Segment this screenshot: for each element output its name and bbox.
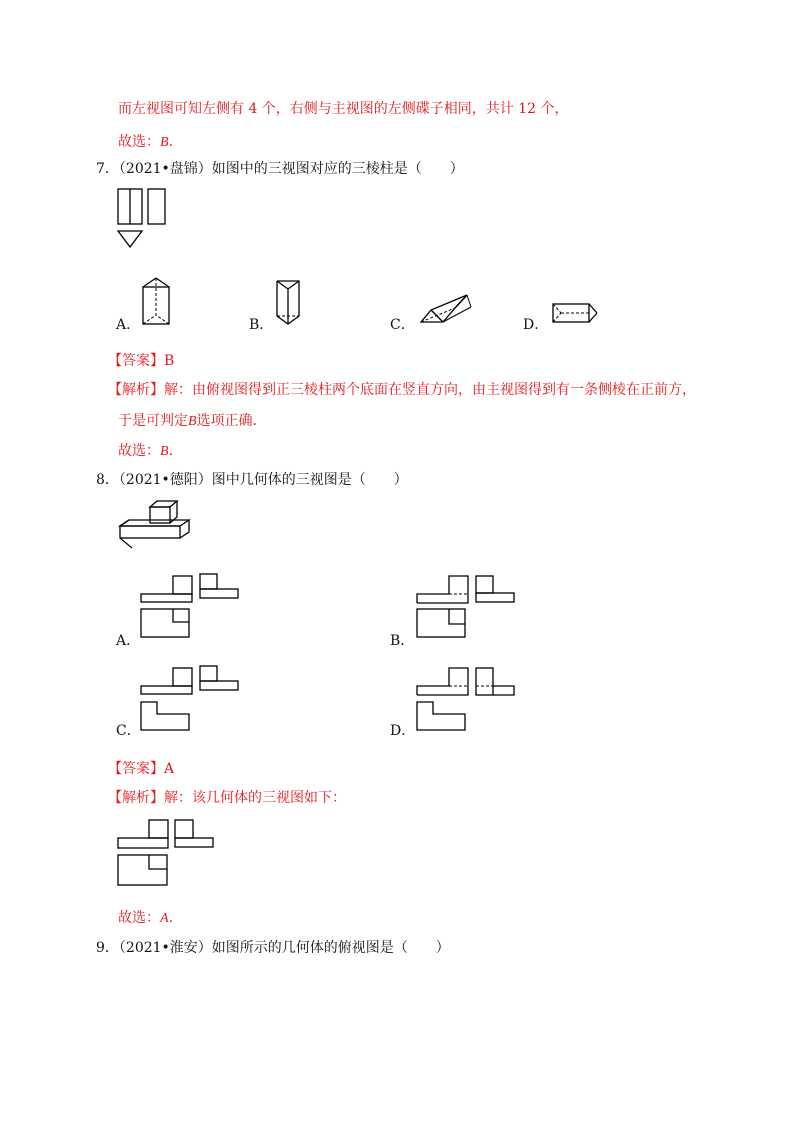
option-a-label: A． — [116, 317, 141, 333]
period: . — [168, 134, 174, 150]
q8-solution-views — [114, 815, 224, 890]
side-view — [148, 189, 165, 224]
option-d-label: D． — [390, 723, 416, 739]
analysis-option: B — [188, 414, 197, 429]
q8-option-b-views — [414, 572, 524, 642]
analysis-text: 解：该几何体的三视图如下： — [164, 790, 346, 806]
analysis-text: 于是可判定 — [118, 413, 188, 429]
analysis-text: 解：由俯视图得到正三棱柱两个底面在竖直方向，由主视图得到有一条侧棱在正前方， — [164, 382, 696, 398]
answer-label: 【答案】 — [108, 353, 164, 369]
choose-line — [118, 133, 173, 152]
choose-prefix: 故选： — [118, 910, 160, 926]
analysis-label: 【解析】 — [108, 790, 164, 806]
question-9: 9．（2021•淮安）如图所示的几何体的俯视图是（ ） — [96, 940, 450, 956]
period: . — [168, 910, 174, 926]
q8-analysis-line — [108, 789, 346, 807]
option-d-label: D． — [523, 317, 549, 333]
q7-option-b-prism — [272, 278, 307, 330]
analysis-label: 【解析】 — [108, 382, 164, 398]
q7-option-d-prism — [548, 296, 606, 326]
question-8: 8．（2021•德阳）图中几何体的三视图是（ ） — [96, 472, 408, 488]
answer-value: B — [164, 353, 175, 369]
choose-answer: B — [160, 444, 169, 459]
choose-answer: B — [160, 135, 169, 150]
q8-option-c-views — [138, 662, 248, 734]
solution-text-line: 而左视图可知左侧有 4 个，右侧与主视图的左侧碟子相同，共计 12 个， — [118, 101, 569, 117]
choose-prefix: 故选： — [118, 443, 160, 459]
analysis-text: 选项正确． — [196, 413, 267, 429]
q7-option-c-prism — [413, 290, 478, 330]
q7-option-a-prism — [138, 275, 178, 330]
option-a-label: A． — [116, 633, 141, 649]
choose-line — [118, 909, 173, 928]
option-b-label: B． — [249, 317, 274, 333]
q8-answer-line — [108, 760, 174, 778]
q7-three-view-figure — [110, 184, 180, 254]
q8-option-d-views — [414, 662, 524, 734]
q8-solid-figure — [112, 496, 197, 556]
choose-prefix: 故选： — [118, 134, 160, 150]
answer-label: 【答案】 — [108, 761, 164, 777]
q7-answer-line — [108, 352, 174, 370]
top-view-triangle — [118, 231, 142, 247]
q8-option-a-views — [138, 572, 248, 642]
period: . — [168, 443, 174, 459]
answer-value: A — [164, 761, 175, 777]
option-c-label: C． — [116, 723, 141, 739]
option-b-label: B． — [390, 633, 415, 649]
option-c-label: C． — [390, 317, 415, 333]
choose-answer: A — [160, 911, 169, 926]
q7-analysis-line-1 — [108, 381, 696, 399]
choose-line — [118, 442, 173, 461]
question-7: 7．（2021•盘锦）如图中的三视图对应的三棱柱是（ ） — [96, 161, 464, 177]
q7-analysis-line-2 — [118, 412, 267, 431]
